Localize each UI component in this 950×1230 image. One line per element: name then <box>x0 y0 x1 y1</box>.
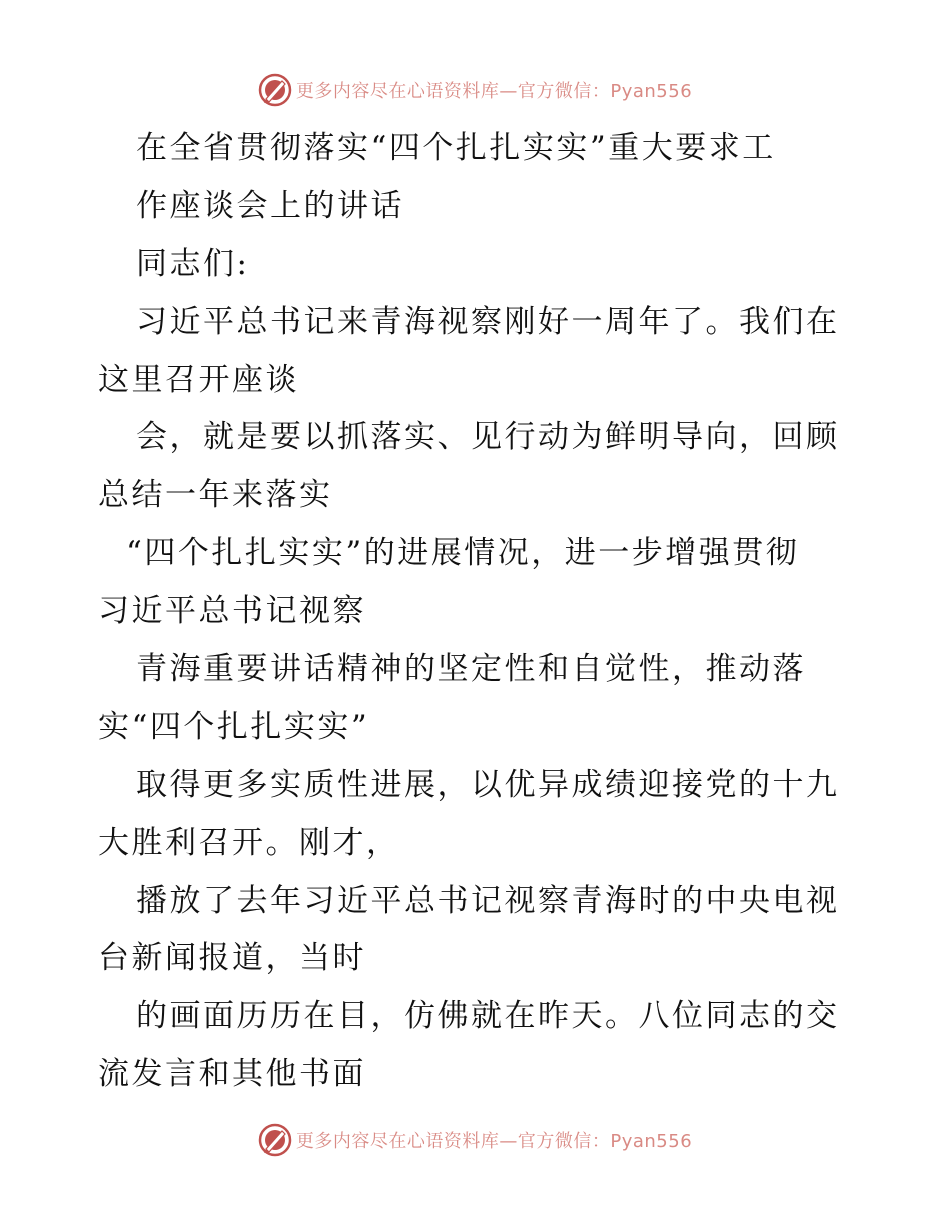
body-line: 总结一年来落实 <box>98 477 333 514</box>
title-line-2: 作座谈会上的讲话 <box>136 187 404 224</box>
header-watermark <box>0 70 950 110</box>
body-line: 台新闻报道，当时 <box>98 940 366 977</box>
body-line: 会，就是要以抓落实、见行动为鲜明导向，回顾 <box>136 419 840 456</box>
document-body <box>98 120 858 1104</box>
body-line: 习近平总书记来青海视察刚好一周年了。我们在 <box>136 303 840 340</box>
body-line: 的画面历历在目，仿佛就在昨天。八位同志的交 <box>136 998 840 1035</box>
watermark-text: 更多内容尽在心语资料库—官方微信：Pyan556 <box>295 1131 693 1152</box>
salutation: 同志们: <box>136 245 250 282</box>
body-line: 流发言和其他书面 <box>98 1056 366 1093</box>
body-line: 这里召开座谈 <box>98 361 299 398</box>
footer-watermark <box>0 1120 950 1160</box>
body-line: 取得更多实质性进展，以优异成绩迎接党的十九 <box>136 766 840 803</box>
title-line-1: 在全省贯彻落实“四个扎扎实实”重大要求工 <box>136 130 776 166</box>
body-line: 大胜利召开。刚才， <box>98 824 400 861</box>
body-line: 播放了去年习近平总书记视察青海时的中央电视 <box>136 882 840 919</box>
watermark-text: 更多内容尽在心语资料库—官方微信：Pyan556 <box>295 81 693 102</box>
body-line: 青海重要讲话精神的坚定性和自觉性，推动落 <box>136 651 806 688</box>
pen-seal-icon <box>258 73 292 107</box>
pen-seal-icon <box>258 1123 292 1157</box>
body-line: “四个扎扎实实”的进展情况，进一步增强贯彻 <box>126 535 800 572</box>
body-line: 实“四个扎扎实实” <box>98 708 370 745</box>
body-line: 习近平总书记视察 <box>98 593 366 630</box>
